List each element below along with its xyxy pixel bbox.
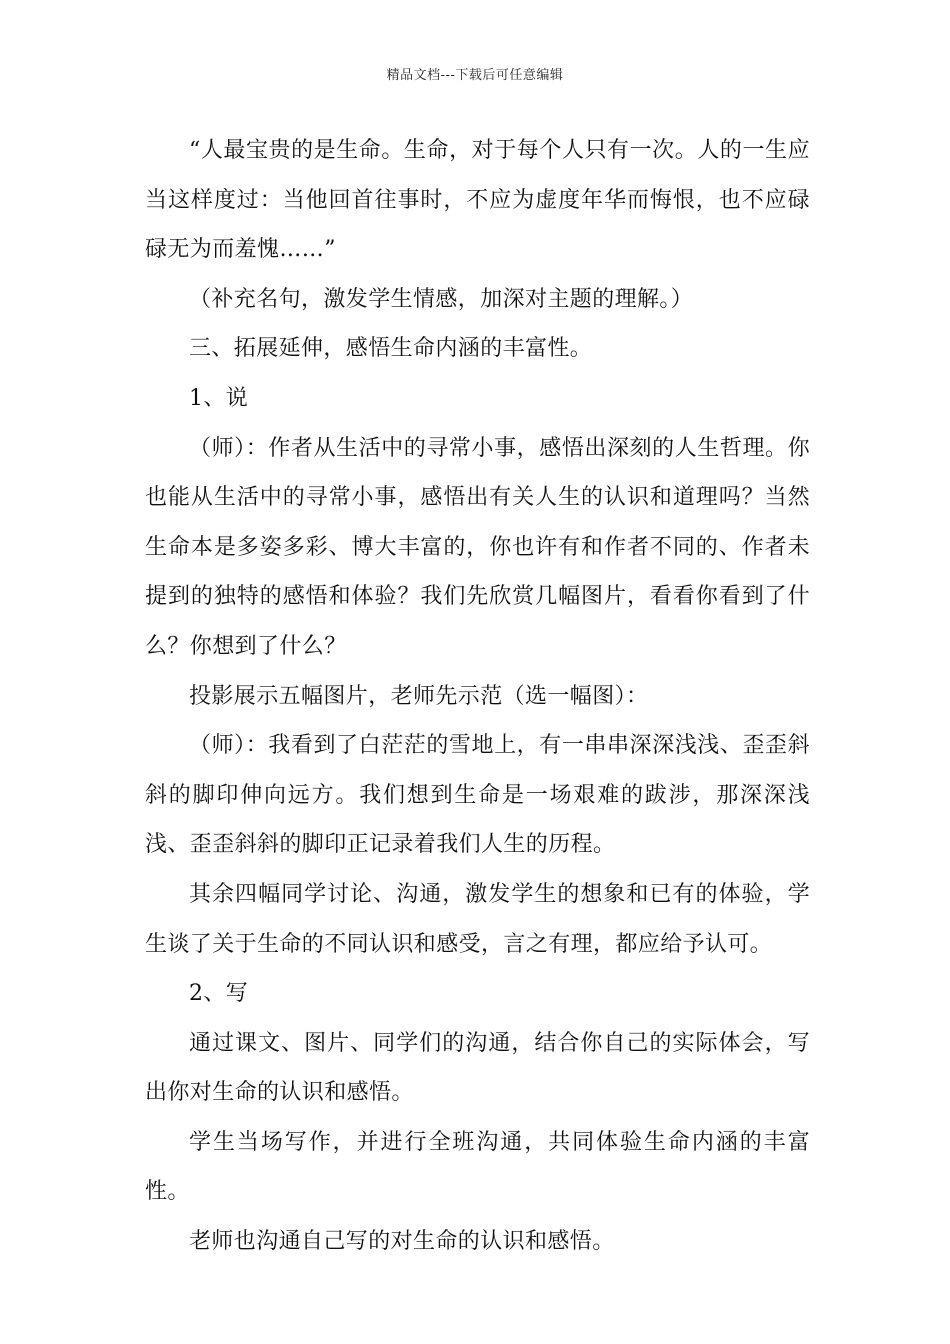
teacher-sharing-paragraph: 老师也沟通自己写的对生命的认识和感悟。 [189,1229,615,1255]
teacher-prompt-paragraph: （师）：作者从生活中的寻常小事，感悟出深刻的人生哲理。你也能从生活中的寻常小事，感悟出有关人生的认识和道理吗？当然生命本是多姿多彩、博大丰富的，你也许有和作者不同的、作者未提到的独特的感悟和体验？我们先欣赏几幅图片，看看你看到了什么？你想到了什么？ [145,435,810,659]
subsection-heading-speak: 1、说 [189,385,249,411]
discussion-paragraph: 其余四幅同学讨论、沟通，激发学生的想象和已有的体验，学生谈了关于生命的不同认识和感受，言之有理，都应给予认可。 [145,881,810,957]
teacher-example-paragraph: （师）：我看到了白茫茫的雪地上，有一串串深深浅浅、歪歪斜斜的脚印伸向远方。我们想到生命是一场艰难的跋涉，那深深浅浅、歪歪斜斜的脚印正记录着我们人生的历程。 [145,733,810,858]
student-writing-paragraph: 学生当场写作，并进行全班沟通，共同体验生命内涵的丰富性。 [145,1129,810,1205]
page-header: 精品文档---下载后可任意编辑 [386,68,564,83]
section-heading: 三、拓展延伸，感悟生命内涵的丰富性。 [189,336,593,362]
writing-task-paragraph: 通过课文、图片、同学们的沟通，结合你自己的实际体会，写出你对生命的认识和感悟。 [145,1030,810,1106]
projection-paragraph: 投影展示五幅图片，老师先示范（选一幅图）： [189,683,649,709]
note-paragraph: （补充名句，激发学生情感，加深对主题的理解。） [189,286,694,312]
quote-paragraph: “人最宝贵的是生命。生命，对于每个人只有一次。人的一生应当这样度过：当他回首往事时，不应为虚度年华而悔恨，也不应碌碌无为而羞愧……” [145,138,810,263]
subsection-heading-write: 2、写 [189,981,249,1007]
document-body [145,126,810,1267]
